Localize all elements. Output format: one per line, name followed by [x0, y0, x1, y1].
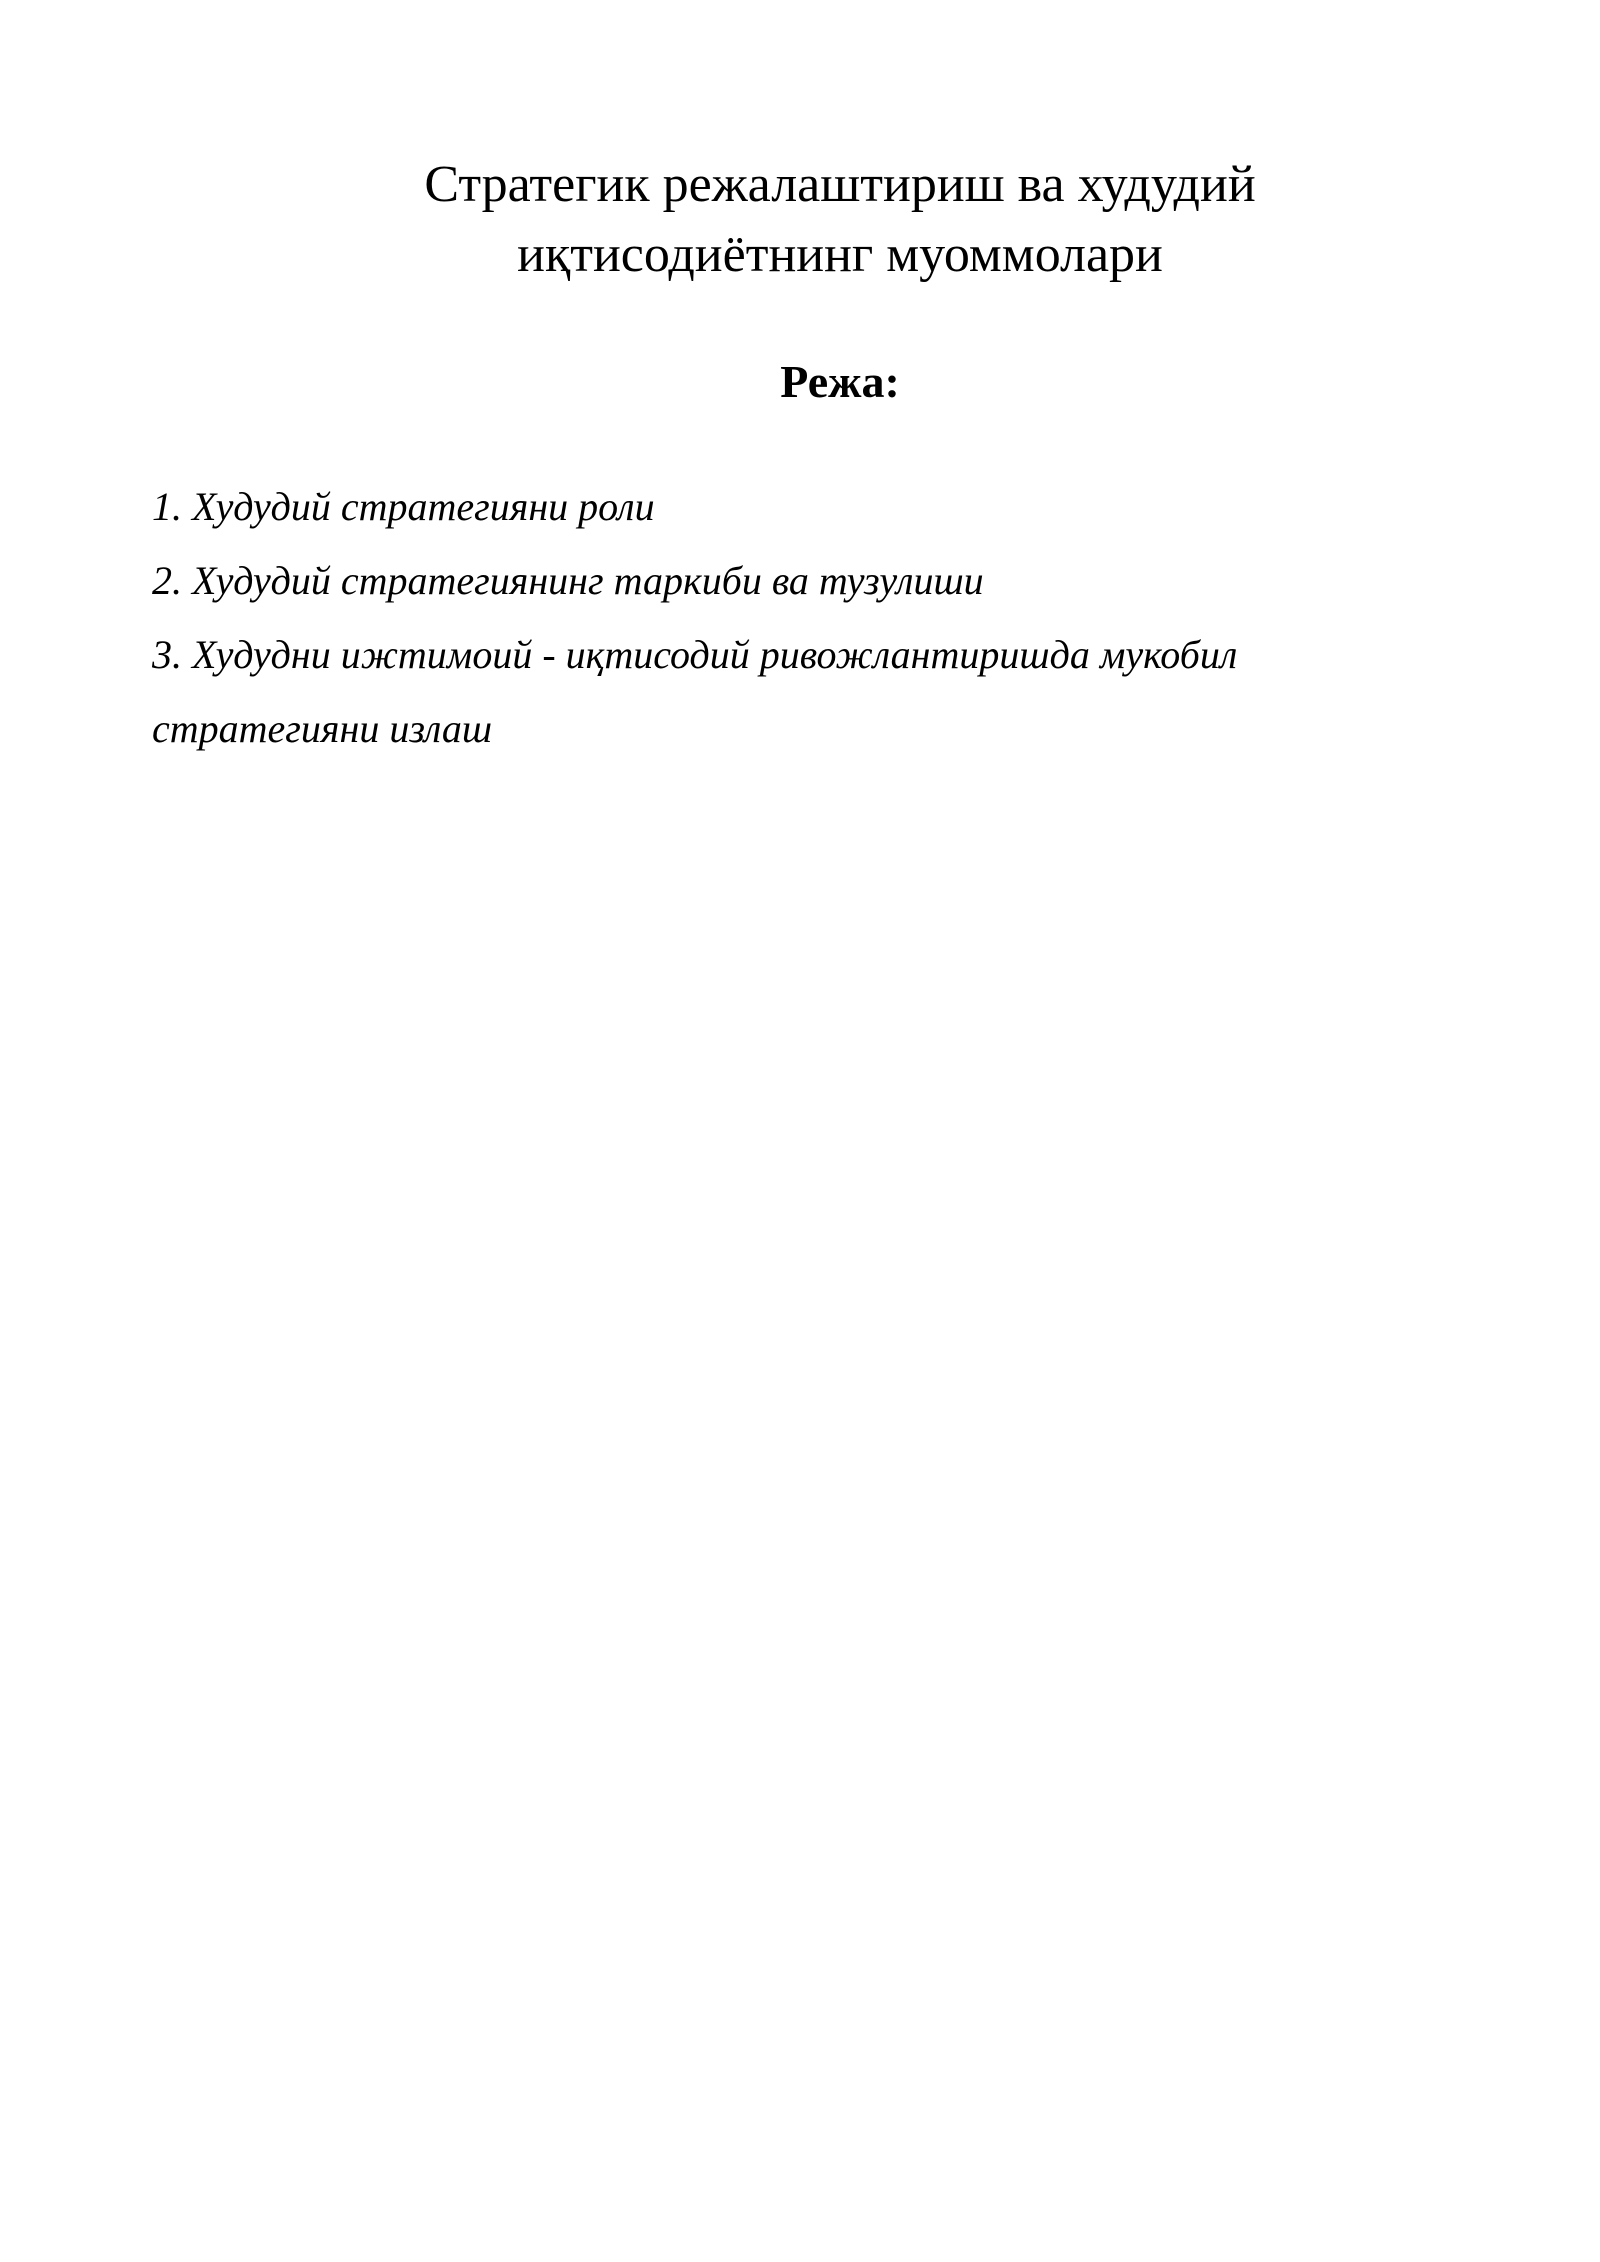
plan-item-3-continuation: стратегияни излаш: [152, 706, 493, 751]
plan-item-2: 2. Худудий стратегиянинг таркиби ва тузулиши: [152, 558, 984, 603]
plan-heading: Режа:: [780, 356, 900, 407]
document-title-line-2: иқтисодиётнинг муоммолари: [517, 226, 1163, 283]
plan-item-1: 1. Худудий стратегияни роли: [152, 484, 655, 529]
document-title-line-1: Стратегик режалаштириш ва худудий: [424, 156, 1256, 213]
plan-list: [152, 470, 1492, 766]
plan-item-3: 3. Худудни ижтимоий - иқтисодий ривожлантиришда мукобил: [152, 632, 1238, 677]
document-title: [300, 150, 1380, 290]
